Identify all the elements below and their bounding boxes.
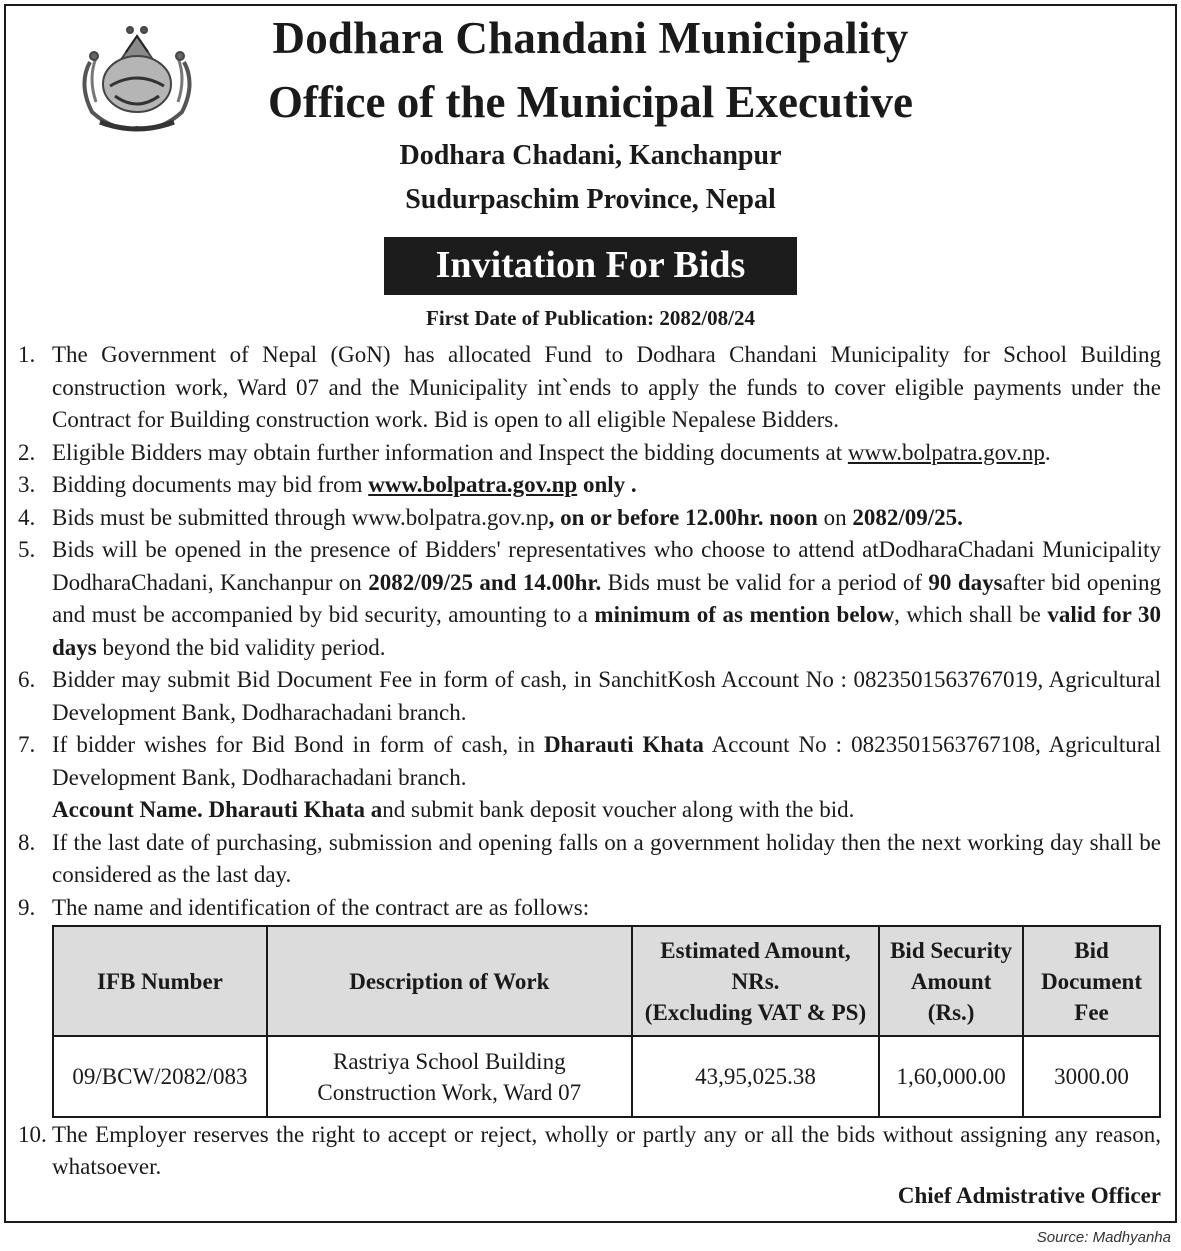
list-item — [18, 469, 1161, 502]
item-text: Bidding documents may bid from www.bolpatra.gov.np only . — [52, 472, 637, 497]
list-item — [18, 664, 1161, 729]
item-text: If the last date of purchasing, submission and opening falls on a government holiday then the next working day shall be considered as the last day. — [52, 829, 1161, 887]
office-name: Office of the Municipal Executive — [268, 77, 913, 127]
address-line-2: Sudurpaschim Province, Nepal — [405, 184, 776, 215]
ifb-number-cell: 09/BCW/2082/083 — [53, 1036, 267, 1117]
table-row — [53, 1036, 1160, 1117]
list-item — [18, 534, 1161, 664]
publication-label: First Date of Publication: — [426, 306, 655, 330]
list-item — [18, 339, 1161, 437]
item-number: 5. — [18, 537, 36, 562]
item-number: 1. — [18, 342, 36, 367]
ifb-number-header: IFB Number — [53, 926, 267, 1036]
deadline-date: 2082/09/25. — [852, 504, 963, 530]
item-number: 4. — [18, 504, 36, 530]
list-item — [18, 1119, 1161, 1182]
item-text: The Government of Nepal (GoN) has allocated Fund to Dodhara Chandani Municipality for School Building construction work, Ward 07 and the Municipality int`ends to apply the funds to cover eligible payments under the Contract for Building construction work. Bid is open to all eligible Nepalese Bidders. — [52, 342, 1161, 432]
item-number: 9. — [18, 894, 36, 920]
municipality-name: Dodhara Chandani Municipality — [272, 13, 909, 63]
list-item — [18, 437, 1161, 470]
item-number: 8. — [18, 829, 36, 855]
item-text: The Employer reserves the right to accept or reject, wholly or partly any or all the bids without assigning any reason, whatsoever. — [52, 1122, 1161, 1179]
list-item — [18, 892, 1161, 925]
bid-fee-header: Bid Document Fee — [1023, 926, 1160, 1036]
publication-date-line — [0, 306, 1181, 331]
bolpatra-link[interactable]: www.bolpatra.gov.np — [368, 472, 578, 497]
notice-title-banner — [384, 237, 797, 295]
estimated-amount-cell: 43,95,025.38 — [632, 1036, 879, 1117]
address-line-1: Dodhara Chadani, Kanchanpur — [399, 140, 782, 171]
item-number: 7. — [18, 732, 36, 757]
item-text: Bids will be opened in the presence of Bidders' representatives who choose to attend atDodharaChadani Municipality DodharaChadani, Kanchanpur on 2082/09/25 and 14.00hr. Bids must be valid for a period of 90 daysafter bid opening and must be accompanied by bid security, amounting to a minimum of as mention below, which shall be valid for 30 days beyond the bid validity period. — [52, 537, 1161, 660]
list-item — [18, 827, 1161, 892]
bid-terms-list — [18, 339, 1161, 924]
contract-table — [52, 925, 1161, 1118]
item-text: Bids must be submitted through www.bolpatra.gov.np, on or before 12.00hr. noon on 2082/09/25. — [52, 504, 963, 530]
item-number: 3. — [18, 472, 36, 497]
table-header-row — [53, 926, 1160, 1036]
bid-security-cell: 1,60,000.00 — [879, 1036, 1023, 1117]
signatory-title: Chief Admistrative Officer — [897, 1183, 1161, 1208]
description-header: Description of Work — [267, 926, 632, 1036]
item-number: 2. — [18, 439, 36, 465]
estimated-amount-header: Estimated Amount, NRs. (Excluding VAT & PS) — [632, 926, 879, 1036]
item-text: Eligible Bidders may obtain further information and Inspect the bidding documents at www.bolpatra.gov.np. — [52, 439, 1051, 465]
bolpatra-link[interactable]: www.bolpatra.gov.np — [847, 439, 1045, 465]
item-text: The name and identification of the contract are as follows: — [52, 894, 590, 920]
item-text: Bidder may submit Bid Document Fee in form of cash, in SanchitKosh Account No : 0823501563767019, Agricultural Development Bank, Dodharachadani branch. — [52, 667, 1161, 725]
bid-security-header: Bid Security Amount (Rs.) — [879, 926, 1023, 1036]
account-name-line: Account Name. Dharauti Khata and submit bank deposit voucher along with the bid. — [52, 797, 855, 822]
publication-date: 2082/08/24 — [659, 306, 755, 330]
item-text: If bidder wishes for Bid Bond in form of cash, in Dharauti Khata Account No : 0823501563767108, Agricultural Development Bank, Dodharachadani branch. — [52, 732, 1161, 790]
notice-title: Invitation For Bids — [435, 244, 746, 286]
deadline-time: 12.00hr. noon — [685, 504, 818, 530]
item-number: 10. — [18, 1122, 47, 1147]
description-cell: Rastriya School Building Construction Work, Ward 07 — [267, 1036, 632, 1117]
source-credit: Source: Madhyanha — [1036, 1229, 1171, 1246]
bid-fee-cell: 3000.00 — [1023, 1036, 1160, 1117]
item-number: 6. — [18, 667, 36, 692]
list-item — [18, 729, 1161, 827]
list-item — [18, 502, 1161, 535]
